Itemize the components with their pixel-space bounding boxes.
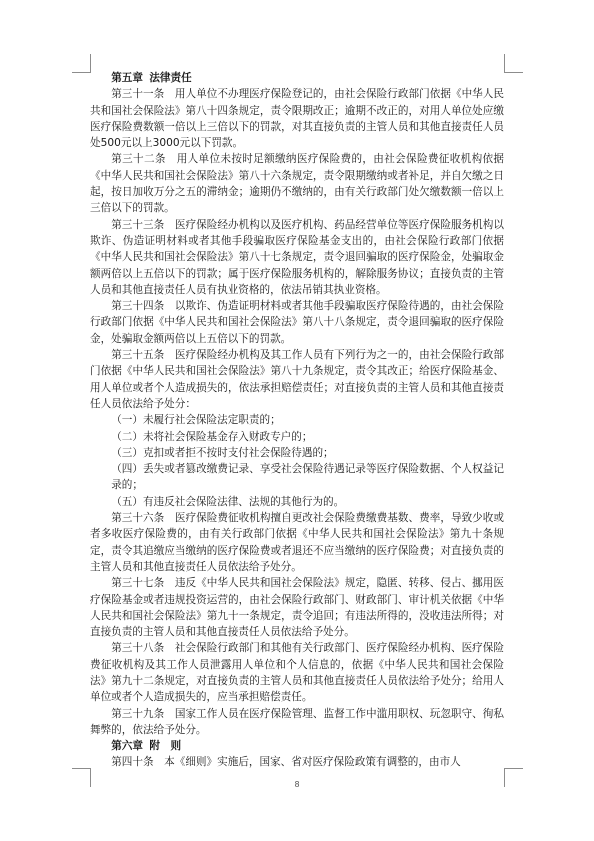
article-36 [90, 510, 504, 575]
article-number: 第三十八条 [111, 642, 165, 655]
article-text: 社会保险行政部门和其他有关行政部门、医疗保险经办机构、医疗保险费征收机构及其工作人员泄露用人单位和个人信息的，依据《中华人民共和国社会保险法》第九十二条规定，对直接负责的主管人员和其他直接责任人员依法给予处分；给用人单位或者个人造成损失的，应当承担赔偿责任。 [90, 642, 505, 704]
article-number: 第三十三条 [111, 218, 165, 231]
article-text: 用人单位未按时足额缴纳医疗保险费的，由社会保险费征收机构依据《中华人民共和国社会保险法》第八十六条规定，责令限期缴纳或者补足，并自欠缴之日起，按日加收万分之五的滞纳金；逾期仍不缴纳的，由有关行政部门处欠缴数额一倍以上三倍以下的罚款。 [90, 153, 505, 215]
list-item: （三）克扣或者拒不按时支付社会保险待遇的； [111, 446, 334, 459]
article-number: 第三十五条 [111, 349, 165, 362]
article-number: 第三十二条 [111, 153, 166, 166]
crop-mark-top-left [72, 54, 91, 73]
crop-mark-top-right [504, 54, 523, 73]
list-item: （四）丢失或者篡改缴费记录、享受社会保险待遇记录等医疗保险数据、个人权益记录的； [111, 463, 504, 492]
chapter-title: 附 则 [149, 740, 182, 753]
article-text: 用人单位不办理医疗保险登记的，由社会保险行政部门依据《中华人民共和国社会保险法》第八十四条规定，责令限期改正；逾期不改正的，对用人单位处应缴医疗保险费数额一倍以上三倍以下的罚款，对其直接负责的主管人员和其他直接责任人员处500元以上3000元以下罚款。 [90, 88, 505, 150]
article-number: 第三十七条 [111, 577, 165, 590]
article-text: 以欺诈、伪造证明材料或者其他手段骗取医疗保险待遇的，由社会保险行政部门依据《中华人民共和国社会保险法》第八十八条规定，责令退回骗取的医疗保险金，处骗取金额两倍以上五倍以下的罚款。 [90, 300, 505, 345]
article-37 [90, 575, 504, 640]
article-number: 第三十一条 [111, 88, 165, 101]
page-number: 8 [294, 780, 300, 789]
article-text: 本《细则》实施后，国家、省对医疗保险政策有调整的，由市人 [164, 756, 461, 769]
document-body [90, 70, 504, 771]
article-number: 第四十条 [111, 756, 154, 769]
article-text: 医疗保险经办机构及其工作人员有下列行为之一的，由社会保险行政部门依据《中华人民共和国社会保险法》第八十九条规定，责令其改正；给医疗保险基金、用人单位或者个人造成损失的，依法承担赔偿责任；对直接负责的主管人员和其他直接责任人员依法给予处分： [90, 349, 505, 410]
article-text: 违反《中华人民共和国社会保险法》规定，隐匿、转移、侵占、挪用医疗保险基金或者违规投资运营的，由社会保险行政部门、财政部门、审计机关依据《中华人民共和国社会保险法》第九十一条规定，责令追回；有违法所得的，没收违法所得；对直接负责的主管人员和其他直接责任人员依法给予处分。 [90, 577, 505, 639]
chapter-title: 法律责任 [149, 72, 192, 84]
chapter-number: 第五章 [111, 72, 143, 84]
article-number: 第三十六条 [111, 512, 165, 525]
article-text: 医疗保险经办机构以及医疗机构、药品经营单位等医疗保险服务机构以欺诈、伪造证明材料或者其他手段骗取医疗保险基金支出的，由社会保险行政部门依据《中华人民共和国社会保险法》第八十七条规定，责令退回骗取的医疗保险金，处骗取金额两倍以上五倍以下的罚款；属于医疗保险服务机构的，解除服务协议；直接负责的主管人员和其他直接责任人员有执业资格的，依法吊销其执业资格。 [90, 218, 505, 296]
list-item: （一）未履行社会保险法定职责的； [111, 414, 281, 427]
chapter-heading [90, 738, 504, 754]
list-item: （二）未将社会保险基金存入财政专户的； [111, 430, 313, 443]
article-31 [90, 86, 504, 151]
list-item: （五）有违反社会保险法律、法规的其他行为的。 [111, 495, 345, 508]
article-number: 第三十九条 [111, 707, 165, 720]
article-text: 国家工作人员在医疗保险管理、监督工作中滥用职权、玩忽职守、徇私舞弊的，依法给予处分。 [90, 707, 505, 736]
chapter-number: 第六章 [111, 740, 143, 753]
article-35 [90, 347, 504, 412]
article-39 [90, 706, 504, 739]
article-number: 第三十四条 [111, 300, 165, 313]
chapter-heading [90, 70, 504, 86]
article-40 [90, 754, 504, 770]
article-34 [90, 298, 504, 347]
article-38 [90, 640, 504, 705]
article-33 [90, 217, 504, 298]
article-32 [90, 151, 504, 216]
article-text: 医疗保险费征收机构擅自更改社会保险费缴费基数、费率，导致少收或者多收医疗保险费的，由有关行政部门依据《中华人民共和国社会保险法》第九十条规定，责令其追缴应当缴纳的医疗保险费或者退还不应当缴纳的医疗保险费；对直接负责的主管人员和其他直接责任人员依法给予处分。 [90, 512, 505, 573]
